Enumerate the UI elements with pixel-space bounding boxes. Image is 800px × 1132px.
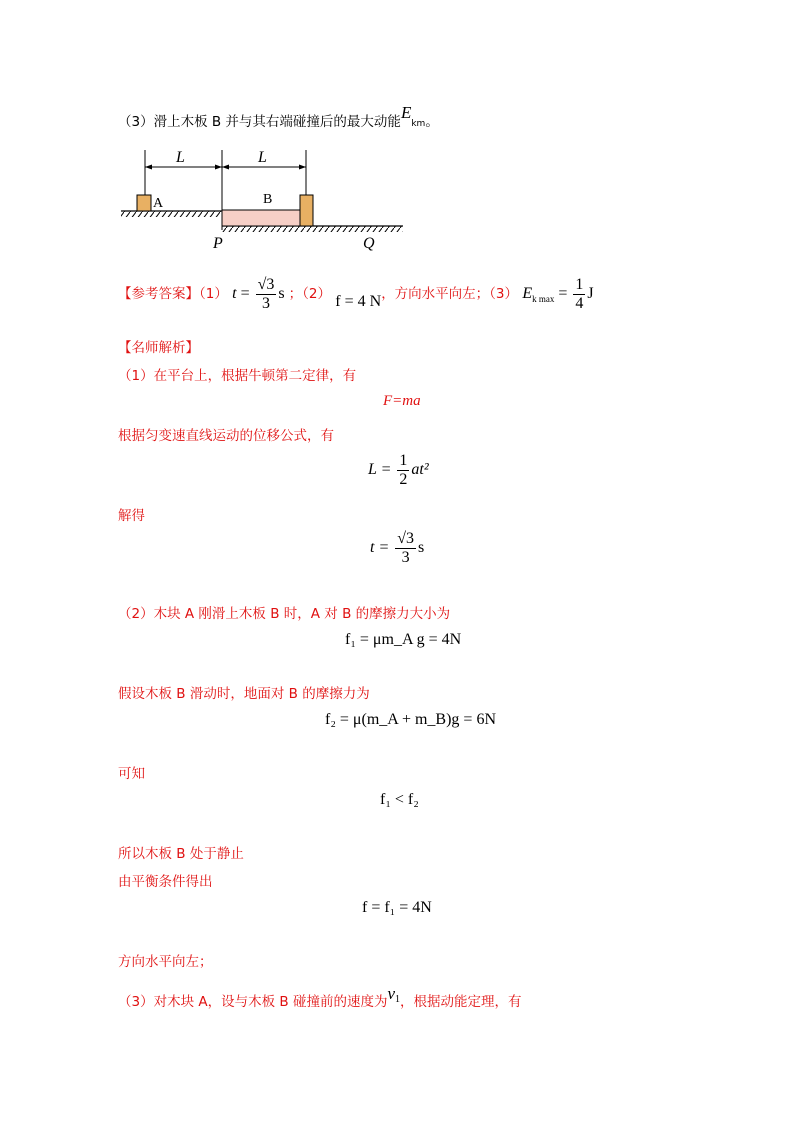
analysis-line-9: 方向水平向左； xyxy=(118,954,213,970)
analysis-line-7: 所以木板 B 处于静止 xyxy=(118,846,244,862)
eq2-rhs: at² xyxy=(411,461,429,478)
board-b xyxy=(222,210,300,226)
question-3 xyxy=(118,103,439,131)
equation-time xyxy=(370,528,424,568)
analysis-line-10 xyxy=(118,984,522,1011)
eq3-lhs: t = xyxy=(370,539,390,556)
analysis-line-3: 解得 xyxy=(118,508,145,524)
label-L-left: L xyxy=(176,149,185,166)
eq3-numerator: √3 xyxy=(397,529,415,547)
ekm-symbol: E xyxy=(400,103,412,122)
analysis-line-6: 可知 xyxy=(118,766,145,782)
answer-t-numerator: √3 xyxy=(257,275,275,293)
answer-part-1: （1） xyxy=(199,286,228,302)
analysis-line-4: （2）木块 A 刚滑上木板 B 时，A 对 B 的摩擦力大小为 xyxy=(118,606,451,622)
analysis-line-1: （1）在平台上，根据牛顿第二定律，有 xyxy=(118,368,357,384)
answer-e-subscript: k max xyxy=(532,294,555,305)
analysis-line-5: 假设木板 B 滑动时，地面对 B 的摩擦力为 xyxy=(118,686,370,702)
label-point-p: P xyxy=(213,235,223,252)
ground-hatch xyxy=(222,226,403,232)
eq3-denominator: 3 xyxy=(401,548,410,566)
v1-subscript: 1 xyxy=(395,994,401,1005)
answer-friction: f = 4 N xyxy=(335,293,382,310)
reference-answer: 【参考答案】（1） t = $\frac{√3}{3}$ s ；（2） f = 4 N，方向水平向左；（3） $E_{k max}$ = $\frac{1}{4}$ J xyxy=(118,275,594,312)
label-L-right: L xyxy=(258,149,267,166)
answer-e-numerator: 1 xyxy=(575,275,584,293)
answer-e-unit: J xyxy=(587,285,594,302)
answer-t-symbol: t xyxy=(232,285,237,302)
label-board-b: B xyxy=(263,192,273,207)
v1-symbol: v xyxy=(387,984,396,1003)
question-3-end: 。 xyxy=(425,114,439,130)
equation-displacement xyxy=(368,450,429,490)
answer-e-symbol: E xyxy=(522,285,533,302)
question-3-text: （3）滑上木板 B 并与其右端碰撞后的最大动能 xyxy=(118,114,401,130)
answer-separator: ；（2） xyxy=(288,286,331,302)
label-block-a: A xyxy=(153,196,164,211)
answer-t-unit: s xyxy=(278,285,285,302)
answer-bracket: 【参考答案】 xyxy=(118,286,199,302)
ekm-subscript: km xyxy=(411,119,426,129)
eq3-unit: s xyxy=(418,539,425,556)
right-end-block xyxy=(300,195,313,226)
equation-compare: f₁ < f₂ xyxy=(380,791,419,808)
physics-diagram xyxy=(118,140,408,255)
block-a xyxy=(137,195,151,211)
eq2-lhs: L = xyxy=(368,461,392,478)
analysis-line-2: 根据匀变速直线运动的位移公式，有 xyxy=(118,428,334,444)
analysis-line-8: 由平衡条件得出 xyxy=(118,874,213,890)
analysis-heading: 【名师解析】 xyxy=(118,340,199,356)
line-10-start: （3）对木块 A，设与木板 B 碰撞前的速度为 xyxy=(118,994,388,1010)
answer-t-denominator: 3 xyxy=(262,294,271,312)
equation-friction-1: f₁ = μm_A g = 4N xyxy=(345,631,462,648)
eq2-denominator: 2 xyxy=(399,470,408,488)
answer-e-denominator: 4 xyxy=(575,294,584,312)
line-10-end: ，根据动能定理，有 xyxy=(400,994,522,1010)
eq2-numerator: 1 xyxy=(399,451,408,469)
equation-equilibrium: f = f₁ = 4N xyxy=(362,899,432,916)
equation-friction-2: f₂ = μ(m_A + m_B)g = 6N xyxy=(325,711,496,728)
label-point-q: Q xyxy=(363,235,375,252)
platform-hatch xyxy=(121,211,222,217)
answer-direction: ，方向水平向左；（3） xyxy=(381,286,519,302)
equation-newton: F=ma xyxy=(383,393,421,409)
